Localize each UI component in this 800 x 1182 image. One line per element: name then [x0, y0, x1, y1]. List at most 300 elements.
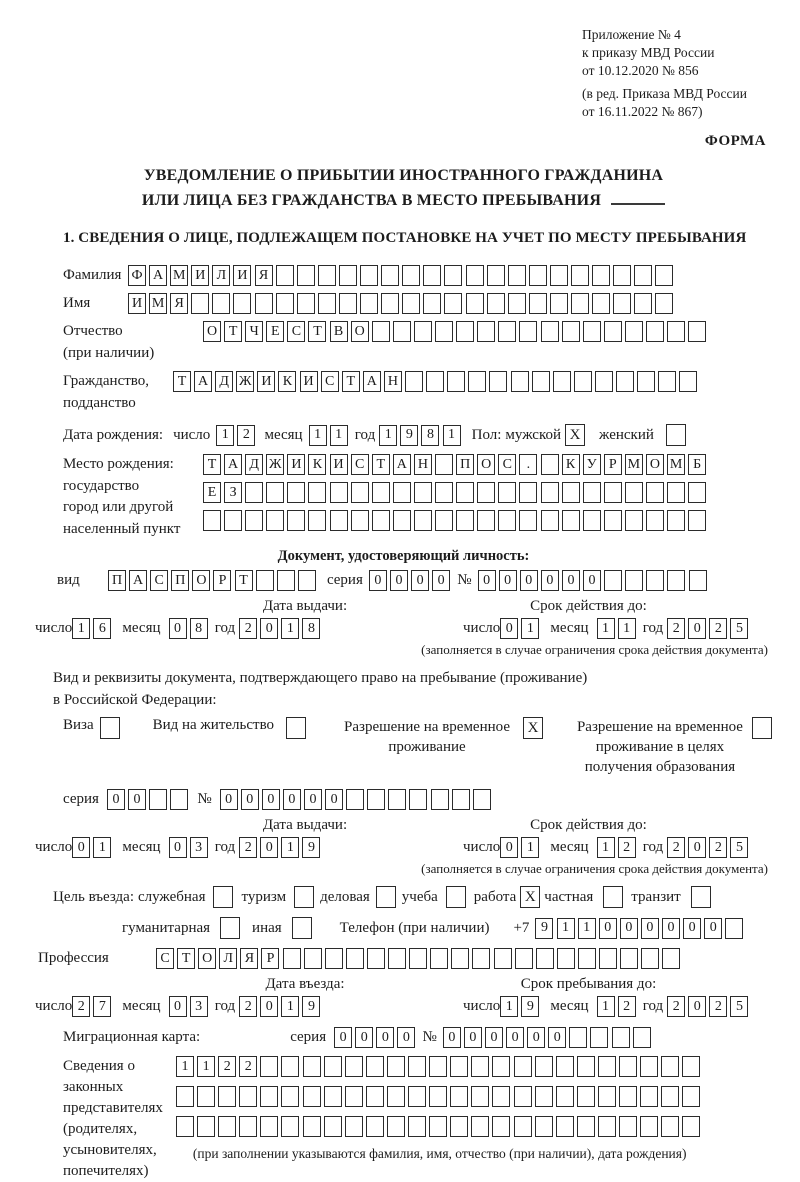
char-cell [641, 948, 659, 969]
char-cell [619, 1116, 637, 1137]
char-cell: 0 [688, 837, 706, 858]
char-cell [640, 1086, 658, 1107]
char-cell [387, 1056, 405, 1077]
char-cell [477, 482, 495, 503]
day-label: число [35, 620, 73, 636]
char-cell: С [156, 948, 174, 969]
char-cell: 1 [578, 918, 596, 939]
char-cell: 9 [521, 996, 539, 1017]
char-cell: Ж [236, 371, 254, 392]
purpose-humanitarian-checkbox [220, 917, 240, 939]
year-label: год [642, 620, 664, 636]
char-cell: 0 [527, 1027, 545, 1048]
char-cell [613, 265, 631, 286]
char-cell [366, 1086, 384, 1107]
char-cell [661, 1086, 679, 1107]
char-cell: 7 [93, 996, 111, 1017]
char-cell [688, 321, 706, 342]
char-cell [625, 321, 643, 342]
char-cell: Д [245, 454, 263, 475]
char-cell [447, 371, 465, 392]
char-cell: И [233, 265, 251, 286]
char-cell [620, 948, 638, 969]
char-cell [514, 1116, 532, 1137]
surname-cells [128, 265, 676, 286]
char-cell: А [194, 371, 212, 392]
char-cell: 2 [709, 837, 727, 858]
char-cell: А [393, 454, 411, 475]
form-title-line1: УВЕДОМЛЕНИЕ О ПРИБЫТИИ ИНОСТРАННОГО ГРАЖДАНИНА [143, 167, 664, 184]
char-cell: 0 [599, 918, 617, 939]
char-cell: Б [688, 454, 706, 475]
option-residence-permit [153, 717, 306, 739]
residence-issue-date [35, 837, 435, 858]
char-cell [245, 510, 263, 531]
char-cell [725, 918, 743, 939]
expiry-year-cells [667, 618, 751, 639]
char-cell [360, 293, 378, 314]
char-cell [381, 265, 399, 286]
expiry-month-cells [597, 837, 639, 858]
char-cell [466, 293, 484, 314]
doc-series-label: серия [326, 572, 363, 588]
char-cell: 0 [169, 837, 187, 858]
purpose-business-checkbox [376, 886, 396, 908]
char-cell [667, 482, 685, 503]
char-cell: М [170, 265, 188, 286]
expiry-day-cells [500, 837, 542, 858]
char-cell [682, 1116, 700, 1137]
char-cell [176, 1116, 194, 1137]
stay-year-cells [667, 996, 751, 1017]
char-cell: И [191, 265, 209, 286]
residence-dates-row [35, 837, 772, 858]
phone-label: Телефон (при наличии) [339, 919, 490, 936]
visa-checkbox [100, 717, 120, 739]
char-cell: 0 [397, 1027, 415, 1048]
residence-series-cells [107, 789, 191, 810]
char-cell [456, 510, 474, 531]
char-cell [409, 789, 427, 810]
char-cell [339, 265, 357, 286]
char-cell: 1 [557, 918, 575, 939]
char-cell [366, 1056, 384, 1077]
char-cell: 2 [72, 996, 90, 1017]
char-cell: 1 [216, 425, 234, 446]
char-cell [634, 265, 652, 286]
birth-day-cells [216, 425, 258, 446]
char-cell [619, 1086, 637, 1107]
char-cell [661, 1056, 679, 1077]
residence-permit-label: Вид на жительство [152, 717, 275, 733]
expiry-day-cells [500, 618, 542, 639]
birth-place-line1 [203, 454, 709, 475]
char-cell [435, 321, 453, 342]
char-cell: 0 [464, 1027, 482, 1048]
char-cell [381, 293, 399, 314]
issue-year-cells [239, 837, 323, 858]
char-cell: 1 [618, 618, 636, 639]
char-cell: 9 [535, 918, 553, 939]
char-cell: 0 [620, 918, 638, 939]
name-label: Имя [63, 295, 91, 311]
migration-series-label: серия [290, 1029, 327, 1045]
char-cell: 0 [128, 789, 146, 810]
sex-male-label: мужской [505, 426, 562, 443]
char-cell: 0 [369, 570, 387, 591]
char-cell: 0 [72, 837, 90, 858]
char-cell: 2 [239, 618, 257, 639]
char-cell [640, 1056, 658, 1077]
char-cell: Т [235, 570, 253, 591]
temporary-residence-education-label: Разрешение на временное проживание в целях получения образования [576, 719, 743, 775]
char-cell [430, 948, 448, 969]
char-cell [625, 482, 643, 503]
edition-line: от 16.11.2022 № 867) [582, 104, 703, 119]
char-cell: 9 [302, 837, 320, 858]
sex-label: Пол: [471, 426, 502, 443]
char-cell: П [171, 570, 189, 591]
char-cell: 8 [421, 425, 439, 446]
char-cell [633, 1027, 651, 1048]
char-cell [409, 948, 427, 969]
char-cell: . [519, 454, 537, 475]
char-cell [571, 293, 589, 314]
char-cell: С [498, 454, 516, 475]
char-cell [557, 948, 575, 969]
char-cell [298, 570, 316, 591]
char-cell: 0 [478, 570, 496, 591]
doc-number-label: № [457, 572, 472, 588]
expiry-month-cells [597, 618, 639, 639]
char-cell: 1 [72, 618, 90, 639]
char-cell [283, 948, 301, 969]
char-cell [625, 570, 643, 591]
migration-card-row [63, 1027, 772, 1048]
migration-number-cells [443, 1027, 654, 1048]
char-cell: 0 [562, 570, 580, 591]
char-cell: 9 [302, 996, 320, 1017]
char-cell: 0 [260, 837, 278, 858]
char-cell [619, 1056, 637, 1077]
char-cell [387, 1116, 405, 1137]
char-cell [625, 510, 643, 531]
char-cell [444, 293, 462, 314]
citizenship-row [63, 371, 772, 414]
char-cell [583, 482, 601, 503]
char-cell: 0 [169, 996, 187, 1017]
char-cell: И [257, 371, 275, 392]
purpose-study-checkbox [446, 886, 466, 908]
char-cell [367, 789, 385, 810]
char-cell [583, 321, 601, 342]
char-cell [604, 570, 622, 591]
char-cell [324, 1086, 342, 1107]
char-cell [535, 1086, 553, 1107]
month-label: месяц [122, 620, 161, 636]
char-cell [276, 265, 294, 286]
visa-label: Виза [63, 717, 94, 733]
char-cell [514, 1056, 532, 1077]
char-cell [577, 1056, 595, 1077]
residence-intro-line1: Вид и реквизиты документа, подтверждающего право на пребывание (проживание) [53, 670, 588, 686]
char-cell: 1 [176, 1056, 194, 1077]
char-cell [598, 1086, 616, 1107]
birth-place-row [63, 454, 772, 540]
birth-date-row [63, 424, 772, 446]
char-cell: 0 [304, 789, 322, 810]
char-cell [487, 265, 505, 286]
char-cell [450, 1056, 468, 1077]
char-cell [667, 570, 685, 591]
char-cell: 1 [281, 837, 299, 858]
residence-expiry-date [435, 837, 772, 858]
char-cell: Я [240, 948, 258, 969]
char-cell: 0 [704, 918, 722, 939]
char-cell [345, 1086, 363, 1107]
citizenship-cells [173, 371, 700, 392]
char-cell: 0 [411, 570, 429, 591]
char-cell [266, 482, 284, 503]
char-cell [429, 1116, 447, 1137]
char-cell: Е [203, 482, 221, 503]
char-cell [450, 1116, 468, 1137]
char-cell [346, 789, 364, 810]
char-cell [658, 371, 676, 392]
char-cell [303, 1086, 321, 1107]
char-cell: 0 [432, 570, 450, 591]
char-cell [431, 789, 449, 810]
char-cell: З [224, 482, 242, 503]
char-cell [287, 510, 305, 531]
notification-form-page [35, 26, 772, 1182]
char-cell [372, 510, 390, 531]
char-cell [388, 789, 406, 810]
char-cell [429, 1086, 447, 1107]
entry-date-title: Дата въезда: [265, 976, 345, 992]
char-cell [562, 321, 580, 342]
char-cell [414, 510, 432, 531]
citizenship-label: Гражданство, подданство [63, 373, 150, 411]
char-cell: 1 [309, 425, 327, 446]
char-cell [577, 1116, 595, 1137]
char-cell: 2 [618, 837, 636, 858]
char-cell [414, 482, 432, 503]
residence-expiry-note: (заполняется в случае ограничения срока действия документа) [421, 861, 768, 876]
char-cell [255, 293, 273, 314]
representatives-note: (при заполнении указываются фамилия, имя, отчество (при наличии), дата рождения) [192, 1146, 687, 1161]
char-cell [393, 321, 411, 342]
stay-month-cells [597, 996, 639, 1017]
stay-until-title: Срок пребывания до: [520, 976, 657, 992]
char-cell [508, 265, 526, 286]
char-cell: К [308, 454, 326, 475]
char-cell [550, 265, 568, 286]
char-cell: К [562, 454, 580, 475]
char-cell: 0 [688, 996, 706, 1017]
char-cell [640, 1116, 658, 1137]
char-cell: С [321, 371, 339, 392]
issue-day-cells [72, 618, 114, 639]
char-cell: Л [219, 948, 237, 969]
sex-male-checkbox: X [565, 424, 585, 446]
char-cell: И [300, 371, 318, 392]
residence-intro-line2: в Российской Федерации: [53, 692, 217, 708]
char-cell [239, 1116, 257, 1137]
char-cell: Т [342, 371, 360, 392]
char-cell [281, 1116, 299, 1137]
char-cell [450, 1086, 468, 1107]
char-cell [372, 321, 390, 342]
identity-expiry-date [435, 618, 772, 639]
representatives-cells [176, 1056, 703, 1137]
representatives-label: Сведения о законных представителях (родителях, усыновителях, попечителях) [63, 1058, 163, 1179]
purpose-tourism-label: туризм [241, 888, 287, 905]
char-cell [260, 1056, 278, 1077]
migration-card-label: Миграционная карта: [63, 1029, 201, 1045]
month-label: месяц [550, 620, 589, 636]
char-cell [515, 948, 533, 969]
char-cell: 0 [541, 570, 559, 591]
char-cell: 1 [597, 837, 615, 858]
char-cell: М [667, 454, 685, 475]
issue-date-title: Дата выдачи: [262, 817, 348, 833]
entry-date-titles [35, 976, 772, 993]
char-cell [324, 1116, 342, 1137]
char-cell: Л [212, 265, 230, 286]
char-cell [541, 482, 559, 503]
purpose-official-label: служебная [137, 888, 206, 905]
char-cell [661, 1116, 679, 1137]
issue-year-cells [239, 618, 323, 639]
char-cell [452, 789, 470, 810]
char-cell [592, 293, 610, 314]
char-cell [170, 789, 188, 810]
purpose-study-label: учеба [401, 888, 438, 905]
char-cell [149, 789, 167, 810]
purpose-private-checkbox [603, 886, 623, 908]
char-cell [297, 265, 315, 286]
char-cell [598, 1056, 616, 1077]
char-cell [541, 321, 559, 342]
birth-place-line3 [203, 510, 709, 531]
char-cell [556, 1086, 574, 1107]
char-cell [393, 482, 411, 503]
appendix-line: Приложение № 4 [582, 27, 681, 42]
char-cell [498, 321, 516, 342]
char-cell: 0 [262, 789, 280, 810]
entry-date [35, 996, 435, 1017]
patronymic-row [63, 321, 772, 364]
purpose-transit-checkbox [691, 886, 711, 908]
char-cell: О [477, 454, 495, 475]
char-cell: 1 [197, 1056, 215, 1077]
option-temporary-residence-education [576, 717, 772, 777]
section1-heading: 1. СВЕДЕНИЯ О ЛИЦЕ, ПОДЛЕЖАЩЕМ ПОСТАНОВКЕ НА УЧЕТ ПО МЕСТУ ПРЕБЫВАНИЯ [63, 230, 747, 246]
char-cell: 9 [400, 425, 418, 446]
char-cell [498, 510, 516, 531]
char-cell: 2 [618, 996, 636, 1017]
char-cell [535, 1116, 553, 1137]
char-cell: 2 [239, 837, 257, 858]
migration-series-cells [334, 1027, 418, 1048]
char-cell [519, 321, 537, 342]
name-cells [128, 293, 676, 314]
char-cell [245, 482, 263, 503]
char-cell [655, 293, 673, 314]
char-cell: 5 [730, 618, 748, 639]
char-cell: 1 [521, 618, 539, 639]
identity-expiry-note: (заполняется в случае ограничения срока действия документа) [421, 642, 768, 657]
patronymic-label: Отчество (при наличии) [63, 323, 155, 361]
birth-year-cells [379, 425, 463, 446]
identity-issue-date [35, 618, 435, 639]
birth-date-label: Дата рождения: [63, 426, 164, 443]
char-cell: 0 [334, 1027, 352, 1048]
char-cell [574, 371, 592, 392]
char-cell: 0 [169, 618, 187, 639]
char-cell [346, 948, 364, 969]
appendix-block [582, 26, 772, 121]
char-cell [508, 293, 526, 314]
char-cell: 2 [218, 1056, 236, 1077]
char-cell [308, 510, 326, 531]
char-cell: 1 [281, 618, 299, 639]
char-cell [444, 265, 462, 286]
char-cell: И [287, 454, 305, 475]
char-cell [351, 482, 369, 503]
char-cell: 1 [521, 837, 539, 858]
char-cell: 0 [241, 789, 259, 810]
char-cell: Р [213, 570, 231, 591]
char-cell [646, 321, 664, 342]
char-cell [477, 510, 495, 531]
year-label: год [214, 998, 236, 1014]
birth-place-cells [203, 454, 709, 531]
char-cell [569, 1027, 587, 1048]
char-cell [351, 510, 369, 531]
purpose-work-label: работа [473, 888, 517, 905]
appendix-line: от 10.12.2020 № 856 [582, 63, 699, 78]
char-cell: 0 [376, 1027, 394, 1048]
char-cell [535, 1056, 553, 1077]
char-cell [325, 948, 343, 969]
char-cell [345, 1056, 363, 1077]
char-cell [541, 510, 559, 531]
char-cell [498, 482, 516, 503]
char-cell: О [203, 321, 221, 342]
char-cell [345, 1116, 363, 1137]
residence-date-titles [35, 817, 772, 834]
char-cell [536, 948, 554, 969]
char-cell: Ж [266, 454, 284, 475]
char-cell [598, 1116, 616, 1137]
char-cell [688, 510, 706, 531]
char-cell: 0 [220, 789, 238, 810]
char-cell: 1 [330, 425, 348, 446]
char-cell [487, 293, 505, 314]
identity-dates-row [35, 618, 772, 639]
char-cell: 0 [443, 1027, 461, 1048]
representatives-line2 [176, 1086, 703, 1107]
edition-line: (в ред. Приказа МВД России [582, 86, 747, 101]
stay-day-cells [500, 996, 542, 1017]
visit-purpose-row2 [122, 917, 772, 939]
char-cell: 1 [597, 996, 615, 1017]
char-cell [613, 293, 631, 314]
name-row [63, 293, 772, 314]
char-cell [339, 293, 357, 314]
